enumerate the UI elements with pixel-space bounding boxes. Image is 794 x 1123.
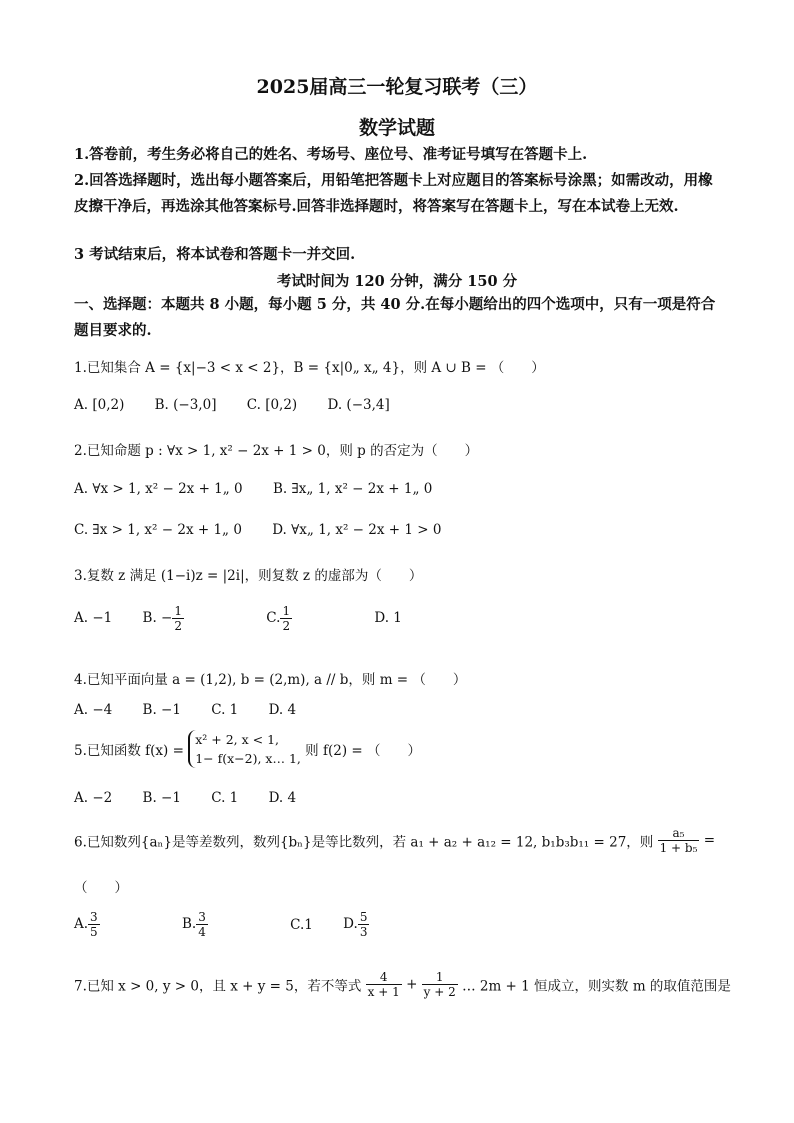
fraction bbox=[88, 910, 126, 939]
numerator: a₅ bbox=[658, 826, 700, 841]
option-d[interactable]: D. 4 bbox=[268, 790, 297, 806]
case-2: 1− f(x−2), x… 1, bbox=[195, 751, 301, 766]
question-3-options bbox=[74, 604, 428, 633]
denominator: 3 bbox=[359, 925, 368, 939]
option-b[interactable]: B. −1 bbox=[142, 702, 181, 718]
option-b[interactable]: B. −1 bbox=[142, 790, 181, 806]
fraction bbox=[358, 910, 396, 939]
option-d[interactable]: D. ∀x„ 1, x² − 2x + 1 > 0 bbox=[272, 522, 442, 538]
exam-title: 2025届高三一轮复习联考（三） bbox=[256, 76, 538, 98]
question-3: 3.复数 z 满足 (1−i)z = |2i|，则复数 z 的虚部为（ ） bbox=[74, 568, 423, 584]
option-b[interactable] bbox=[182, 910, 260, 939]
exam-info: 考试时间为 120 分钟，满分 150 分 bbox=[276, 273, 518, 290]
question-2: 2.已知命题 p : ∀x > 1, x² − 2x + 1 > 0，则 p 的否定为（ ） bbox=[74, 443, 479, 459]
note-1: 1.答卷前，考生务必将自己的姓名、考场号、座位号、准考证号填写在答题卡上. bbox=[74, 146, 588, 163]
option-a[interactable] bbox=[74, 910, 152, 939]
option-a[interactable]: A. ∀x > 1, x² − 2x + 1„ 0 bbox=[74, 481, 243, 497]
denominator: x + 1 bbox=[367, 985, 400, 999]
fraction bbox=[658, 826, 700, 855]
question-6-blank: （ ） bbox=[74, 880, 128, 896]
question-2-options-row1 bbox=[74, 481, 458, 497]
option-b[interactable] bbox=[143, 604, 236, 633]
fraction bbox=[280, 604, 318, 633]
question-7 bbox=[74, 970, 731, 999]
denominator: 1 + b₅ bbox=[659, 841, 698, 855]
option-c[interactable]: C. ∃x > 1, x² − 2x + 1„ 0 bbox=[74, 522, 242, 538]
question-6 bbox=[74, 826, 715, 855]
question-7-prefix: 7.已知 x > 0, y > 0，且 x + y = 5，若不等式 bbox=[74, 978, 362, 995]
numerator: 3 bbox=[198, 910, 206, 924]
section-heading: 一、选择题：本题共 8 小题，每小题 5 分，共 40 分.在每小题给出的四个选项中，只有一项是符合题目要求的. bbox=[74, 296, 716, 339]
piecewise-brace bbox=[188, 730, 301, 768]
option-c[interactable]: C. 1 bbox=[211, 702, 239, 718]
option-d[interactable]: D. 4 bbox=[268, 702, 297, 718]
option-d[interactable] bbox=[343, 910, 421, 939]
denominator: 2 bbox=[174, 619, 182, 633]
numerator: 1 bbox=[422, 970, 458, 985]
denominator: 4 bbox=[198, 925, 206, 939]
numerator: 5 bbox=[359, 910, 368, 924]
option-c[interactable]: C. 1 bbox=[211, 790, 239, 806]
option-label: A. bbox=[74, 916, 89, 932]
option-a[interactable]: A. −2 bbox=[74, 790, 113, 806]
note-3: 3 考试结束后，将本试卷和答题卡一并交回. bbox=[74, 246, 356, 263]
option-label: D. bbox=[343, 916, 358, 932]
fraction bbox=[172, 604, 210, 633]
option-b-label: B. − bbox=[142, 610, 173, 626]
plus-sign: + bbox=[406, 976, 418, 993]
option-b[interactable]: B. ∃x„ 1, x² − 2x + 1„ 0 bbox=[272, 481, 433, 497]
numerator: 3 bbox=[90, 910, 98, 924]
numerator: 1 bbox=[282, 604, 291, 618]
denominator: 2 bbox=[282, 619, 291, 633]
numerator: 4 bbox=[366, 970, 402, 985]
question-6-options bbox=[74, 910, 447, 939]
option-c[interactable]: C.1 bbox=[290, 916, 313, 933]
option-b[interactable]: B. (−3,0] bbox=[154, 397, 217, 413]
question-1: 1.已知集合 A = {x|−3 < x < 2}，B = {x|0„ x„ 4}，则 A ∪ B = （ ） bbox=[74, 360, 545, 376]
exam-subject: 数学试题 bbox=[358, 117, 435, 139]
option-a[interactable]: A. [0,2) bbox=[74, 397, 125, 413]
question-5-suffix: 则 f(2) = （ ） bbox=[305, 743, 421, 759]
question-4: 4.已知平面向量 a = (1,2), b = (2,m), a // b，则 m = （ ） bbox=[74, 672, 467, 688]
denominator: y + 2 bbox=[423, 985, 456, 999]
question-5-options bbox=[74, 790, 322, 806]
fraction bbox=[422, 970, 458, 999]
option-a[interactable]: A. −1 bbox=[74, 610, 113, 626]
question-5-prefix: 5.已知函数 f(x) = bbox=[74, 743, 184, 759]
option-c[interactable]: C. [0,2) bbox=[246, 397, 298, 413]
denominator: 5 bbox=[90, 925, 98, 939]
equals-sign: = bbox=[703, 832, 715, 849]
fraction bbox=[196, 910, 234, 939]
numerator: 1 bbox=[174, 604, 182, 618]
option-label: B. bbox=[181, 916, 197, 932]
question-7-suffix: … 2m + 1 恒成立，则实数 m 的取值范围是 bbox=[462, 978, 731, 995]
option-a[interactable]: A. −4 bbox=[74, 702, 113, 718]
question-2-options-row2 bbox=[74, 522, 467, 538]
question-5 bbox=[74, 730, 421, 768]
question-4-options bbox=[74, 702, 322, 718]
case-1: x² + 2, x < 1, bbox=[195, 732, 279, 747]
option-c[interactable]: C. $\frac{1}{2}$ bbox=[266, 604, 344, 633]
fraction bbox=[366, 970, 402, 999]
question-1-options bbox=[74, 397, 416, 413]
option-d[interactable]: D. 1 bbox=[374, 610, 402, 626]
question-6-text: 6.已知数列{aₙ}是等差数列，数列{bₙ}是等比数列，若 a₁ + a₂ + a₁₂ = 12, b₁b₃b₁₁ = 27，则 bbox=[74, 834, 654, 851]
note-2: 2.回答选择题时，选出每小题答案后，用铅笔把答题卡上对应题目的答案标号涂黑；如需改动，用橡皮擦干净后，再选涂其他答案标号.回答非选择题时，将答案写在答题卡上，写在本试卷上无效. bbox=[74, 172, 713, 215]
option-d[interactable]: D. (−3,4] bbox=[327, 397, 390, 413]
